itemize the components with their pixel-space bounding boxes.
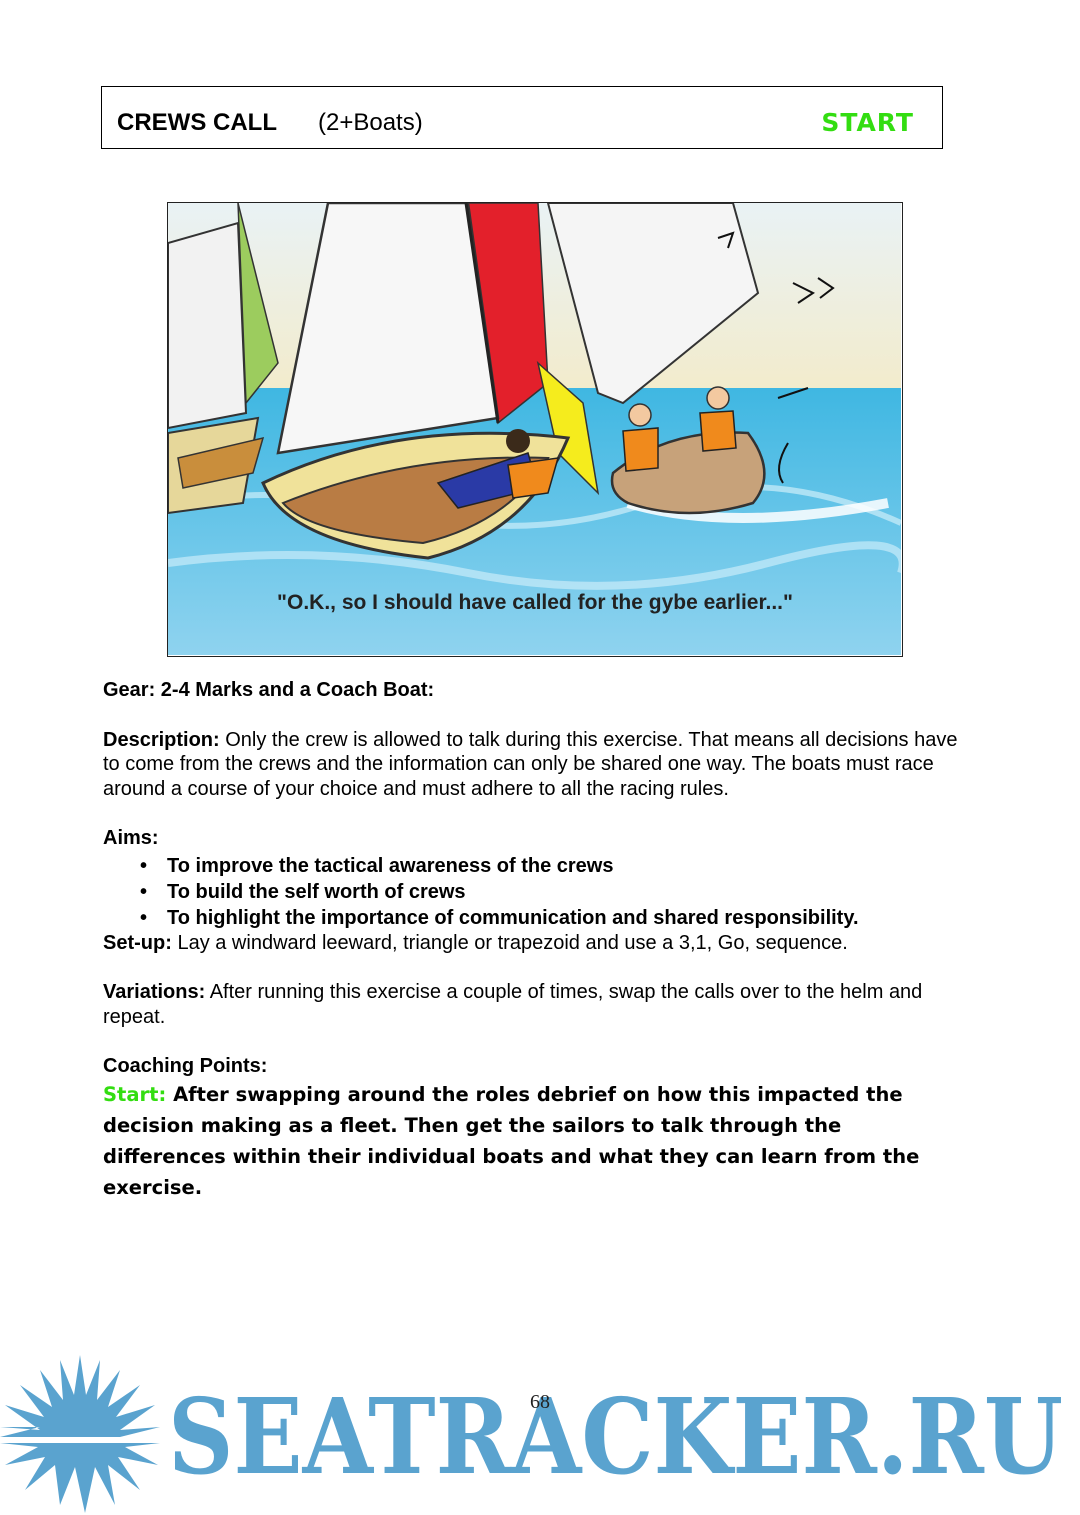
start-label: Start:: [103, 1082, 167, 1106]
watermark-text: SEATRACKER.RU: [168, 1375, 1063, 1498]
title-box: [101, 86, 943, 149]
level-tag: START: [821, 108, 914, 137]
description-paragraph: [103, 728, 963, 802]
setup-label: Set-up:: [103, 931, 172, 954]
coaching-text: After swapping around the roles debrief on how this impacted the decision making as a fleet. Then get the sailors to talk through the differences within their individual boats and what they can learn from the exercise.: [103, 1082, 920, 1199]
caption-text: "O.K., so I should have called for the gybe earlier...": [277, 591, 793, 614]
variations-label: Variations:: [103, 981, 206, 1003]
coaching-label: Coaching Points:: [103, 1055, 268, 1077]
setup-text: Lay a windward leeward, triangle or trapezoid and use a 3,1, Go, sequence.: [177, 931, 848, 954]
sailing-scene: [168, 203, 901, 655]
setup-paragraph: [103, 931, 963, 956]
aim-item: • To highlight the importance of communication and shared responsibility.: [167, 905, 963, 931]
gear-line: Gear: 2-4 Marks and a Coach Boat:: [103, 679, 435, 701]
exercise-content: [103, 678, 963, 1203]
aims-list: [103, 853, 963, 931]
cartoon-illustration: [167, 202, 903, 657]
coaching-paragraph: [103, 1079, 963, 1203]
aim-item: • To improve the tactical awareness of the crews: [167, 853, 963, 879]
seatracker-watermark: [0, 1355, 1080, 1515]
exercise-title: CREWS CALL: [117, 109, 277, 136]
sun-logo-icon: [0, 1355, 160, 1513]
description-text: Only the crew is allowed to talk during this exercise. That means all decisions have to come from the crews and the information can only be shared one way. The boats must race around a course of your choice and must adhere to all the racing rules.: [103, 728, 958, 800]
page-number: 68: [530, 1391, 550, 1413]
aims-label: Aims:: [103, 827, 159, 849]
aim-item: • To build the self worth of crews: [167, 879, 963, 905]
variations-paragraph: [103, 980, 963, 1029]
boats-count: (2+Boats): [318, 109, 423, 136]
description-label: Description:: [103, 728, 220, 751]
variations-text: After running this exercise a couple of times, swap the calls over to the helm and repeat.: [103, 981, 923, 1028]
